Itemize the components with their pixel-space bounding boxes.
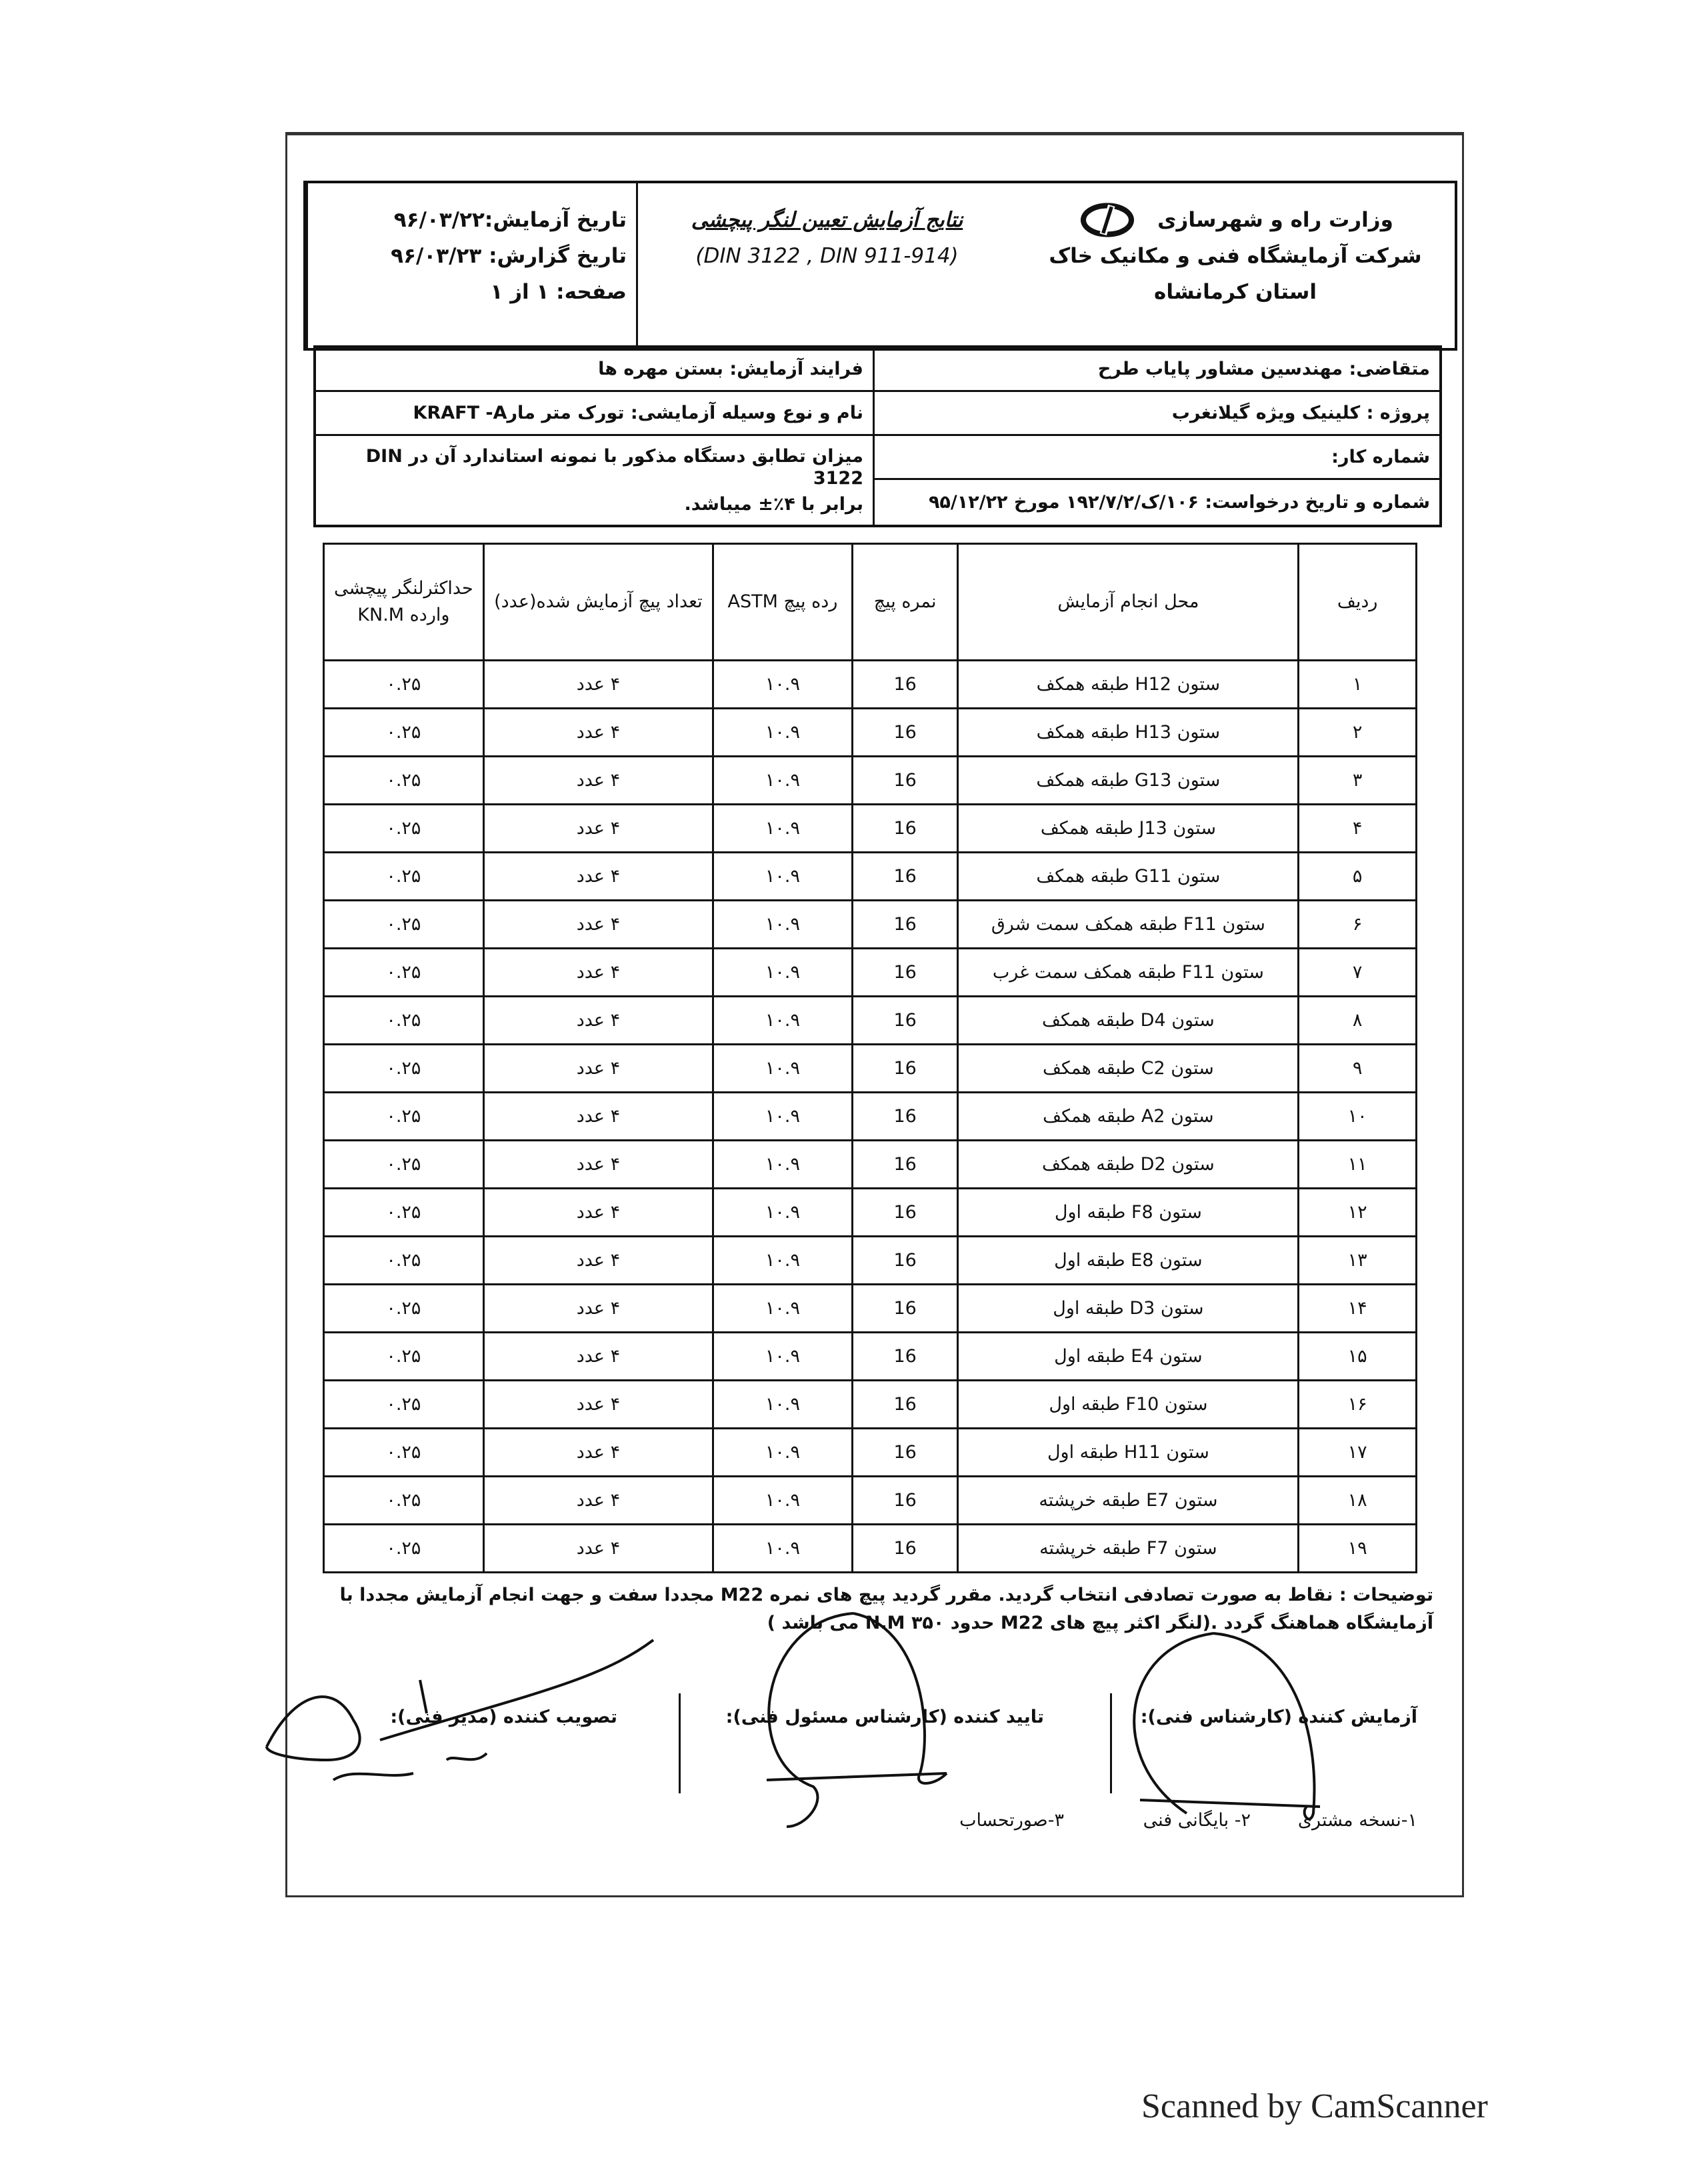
page-number: صفحه: ۱ از ۱ xyxy=(490,280,627,304)
bolt-number: 16 xyxy=(852,1525,958,1573)
test-location: ستون G11 طبقه همکف xyxy=(958,853,1299,901)
client-field: متقاضی: مهندسین مشاور پایاب طرح xyxy=(875,348,1439,392)
bolt-number: 16 xyxy=(852,1045,958,1093)
report-standard: (DIN 3122 , DIN 911-914) xyxy=(695,244,959,268)
bolt-grade: ۱۰.۹ xyxy=(713,709,853,757)
header-location: محل انجام آزمایش xyxy=(958,544,1299,661)
bolt-count: ۴ عدد xyxy=(483,805,713,853)
max-torque: ۰.۲۵ xyxy=(324,1045,484,1093)
bolt-count: ۴ عدد xyxy=(483,853,713,901)
table-row xyxy=(324,1189,1417,1237)
bolt-grade: ۱۰.۹ xyxy=(713,1189,853,1237)
ministry-name: وزارت راه و شهرسازی xyxy=(1157,208,1393,232)
row-number: ۱۴ xyxy=(1299,1285,1417,1333)
report-date: تاریخ گزارش: ۹۶/۰۳/۲۳ xyxy=(391,244,627,268)
row-number: ۳ xyxy=(1299,757,1417,805)
table-row xyxy=(324,757,1417,805)
row-number: ۶ xyxy=(1299,901,1417,949)
bolt-count: ۴ عدد xyxy=(483,1141,713,1189)
bolt-grade: ۱۰.۹ xyxy=(713,1477,853,1525)
bolt-number: 16 xyxy=(852,901,958,949)
table-row xyxy=(324,853,1417,901)
company-name: شرکت آزمایشگاه فنی و مکانیک خاک xyxy=(1049,244,1422,268)
row-number: ۱۰ xyxy=(1299,1093,1417,1141)
row-number: ۱۶ xyxy=(1299,1381,1417,1429)
max-torque: ۰.۲۵ xyxy=(324,853,484,901)
test-location: ستون F7 طبقه خرپشته xyxy=(958,1525,1299,1573)
row-number: ۲ xyxy=(1299,709,1417,757)
row-number: ۹ xyxy=(1299,1045,1417,1093)
bolt-number: 16 xyxy=(852,997,958,1045)
bolt-number: 16 xyxy=(852,853,958,901)
bolt-count: ۴ عدد xyxy=(483,757,713,805)
accuracy-line-2: برابر با ۴٪± میباشد. xyxy=(684,494,863,515)
test-location: ستون C2 طبقه همکف xyxy=(958,1045,1299,1093)
copy-archive: ۲- بایگانی فنی xyxy=(1143,1810,1251,1831)
row-number: ۷ xyxy=(1299,949,1417,997)
test-location: ستون H11 طبقه اول xyxy=(958,1429,1299,1477)
bolt-count: ۴ عدد xyxy=(483,709,713,757)
row-number: ۱۲ xyxy=(1299,1189,1417,1237)
notes-line-1: توضیحات : نقاط به صورت تصادفی انتخاب گردید. مقرر گردید پیچ های نمره M22 مجددا سفت و جهت انجام آزمایش مجددا با xyxy=(339,1585,1433,1605)
approver-signature-label: تصویب کننده (مدیر فنی): xyxy=(390,1707,617,1727)
max-torque: ۰.۲۵ xyxy=(324,1237,484,1285)
copy-customer: ۱-نسخه مشتری xyxy=(1297,1810,1417,1831)
table-row xyxy=(324,709,1417,757)
bolt-grade: ۱۰.۹ xyxy=(713,1285,853,1333)
table-row xyxy=(324,1381,1417,1429)
max-torque: ۰.۲۵ xyxy=(324,1141,484,1189)
test-location: ستون D3 طبقه اول xyxy=(958,1285,1299,1333)
header-bolt-grade: رده پیچ ASTM xyxy=(713,544,853,661)
test-location: ستون E4 طبقه اول xyxy=(958,1333,1299,1381)
bolt-grade: ۱۰.۹ xyxy=(713,1333,853,1381)
table-row xyxy=(324,1333,1417,1381)
bolt-grade: ۱۰.۹ xyxy=(713,1525,853,1573)
bolt-grade: ۱۰.۹ xyxy=(713,661,853,709)
title-cell xyxy=(636,183,1016,348)
report-title: نتایج آزمایش تعیین لنگر پیچشی xyxy=(691,208,963,232)
accuracy-line-1: میزان تطابق دستگاه مذکور با نمونه استاندارد آن در DIN 3122 xyxy=(365,446,863,489)
test-location: ستون G13 طبقه همکف xyxy=(958,757,1299,805)
table-row xyxy=(324,1237,1417,1285)
bolt-number: 16 xyxy=(852,1141,958,1189)
test-location: ستون J13 طبقه همکف xyxy=(958,805,1299,853)
max-torque: ۰.۲۵ xyxy=(324,709,484,757)
max-torque: ۰.۲۵ xyxy=(324,805,484,853)
table-row xyxy=(324,1093,1417,1141)
max-torque: ۰.۲۵ xyxy=(324,1189,484,1237)
bolt-number: 16 xyxy=(852,1381,958,1429)
organization-cell xyxy=(1016,183,1455,348)
project-field: پروژه : کلینیک ویژه گیلانغرب xyxy=(875,392,1439,436)
row-number: ۱۹ xyxy=(1299,1525,1417,1573)
tester-signature-label: آزمایش کننده (کارشناس فنی): xyxy=(1140,1707,1417,1727)
bolt-grade: ۱۰.۹ xyxy=(713,853,853,901)
notes-line-2: آزمایشگاه هماهنگ گردد .(لنگر اکثر پیچ های M22 حدود ۳۵۰ N.M می باشد ) xyxy=(767,1613,1433,1633)
header-row-number: ردیف xyxy=(1299,544,1417,661)
bolt-count: ۴ عدد xyxy=(483,997,713,1045)
province-name: استان کرمانشاه xyxy=(1154,280,1317,304)
bolt-number: 16 xyxy=(852,949,958,997)
bolt-grade: ۱۰.۹ xyxy=(713,1045,853,1093)
test-location: ستون E7 طبقه خرپشته xyxy=(958,1477,1299,1525)
bolt-number: 16 xyxy=(852,805,958,853)
table-row xyxy=(324,1429,1417,1477)
bolt-grade: ۱۰.۹ xyxy=(713,949,853,997)
test-location: ستون D2 طبقه همکف xyxy=(958,1141,1299,1189)
test-location: ستون F11 طبقه همکف سمت شرق xyxy=(958,901,1299,949)
bolt-grade: ۱۰.۹ xyxy=(713,1093,853,1141)
bolt-number: 16 xyxy=(852,1237,958,1285)
bolt-count: ۴ عدد xyxy=(483,949,713,997)
max-torque: ۰.۲۵ xyxy=(324,901,484,949)
project-info xyxy=(313,345,1442,527)
job-number-field: شماره کار: xyxy=(875,436,1439,480)
test-location: ستون A2 طبقه همکف xyxy=(958,1093,1299,1141)
table-row xyxy=(324,661,1417,709)
row-number: ۱۵ xyxy=(1299,1333,1417,1381)
results-table xyxy=(323,543,1417,1573)
bolt-number: 16 xyxy=(852,1285,958,1333)
max-torque: ۰.۲۵ xyxy=(324,1093,484,1141)
test-device-field: نام و نوع وسیله آزمایشی: تورک متر مارKRAFT -A xyxy=(316,392,873,436)
bolt-grade: ۱۰.۹ xyxy=(713,1381,853,1429)
test-location: ستون H13 طبقه همکف xyxy=(958,709,1299,757)
table-header-row xyxy=(324,544,1417,661)
ministry-logo-icon xyxy=(1077,202,1137,238)
header-bolt-count: تعداد پیچ آزمایش شده(عدد) xyxy=(483,544,713,661)
bolt-count: ۴ عدد xyxy=(483,901,713,949)
header-max-torque: حداکثرلنگر پیچشی وارده KN.M xyxy=(324,544,484,661)
bolt-count: ۴ عدد xyxy=(483,1237,713,1285)
bolt-number: 16 xyxy=(852,757,958,805)
row-number: ۱۳ xyxy=(1299,1237,1417,1285)
ministry-line xyxy=(1016,202,1455,238)
bolt-grade: ۱۰.۹ xyxy=(713,805,853,853)
bolt-number: 16 xyxy=(852,661,958,709)
confirmer-signature-label: تایید کننده (کارشناس مسئول فنی): xyxy=(725,1707,1044,1727)
row-number: ۵ xyxy=(1299,853,1417,901)
bolt-number: 16 xyxy=(852,1477,958,1525)
test-process-field: فرایند آزمایش: بستن مهره ها xyxy=(316,348,873,392)
bolt-count: ۴ عدد xyxy=(483,1333,713,1381)
bolt-count: ۴ عدد xyxy=(483,1045,713,1093)
bolt-number: 16 xyxy=(852,709,958,757)
table-row xyxy=(324,1477,1417,1525)
copy-invoice: ۳-صورتحساب xyxy=(959,1810,1064,1831)
row-number: ۱۸ xyxy=(1299,1477,1417,1525)
approver-signature xyxy=(267,1640,653,1780)
table-row xyxy=(324,949,1417,997)
max-torque: ۰.۲۵ xyxy=(324,1477,484,1525)
test-date: تاریخ آزمایش:۹۶/۰۳/۲۲ xyxy=(393,208,627,232)
report-header xyxy=(303,181,1457,351)
test-location: ستون F8 طبقه اول xyxy=(958,1189,1299,1237)
header-bolt-number: نمره پیچ xyxy=(852,544,958,661)
row-number: ۸ xyxy=(1299,997,1417,1045)
bolt-number: 16 xyxy=(852,1189,958,1237)
table-row xyxy=(324,1045,1417,1093)
camscanner-watermark: Scanned by CamScanner xyxy=(1141,2087,1488,2125)
bolt-count: ۴ عدد xyxy=(483,1189,713,1237)
max-torque: ۰.۲۵ xyxy=(324,661,484,709)
max-torque: ۰.۲۵ xyxy=(324,1525,484,1573)
bolt-count: ۴ عدد xyxy=(483,1477,713,1525)
bolt-grade: ۱۰.۹ xyxy=(713,757,853,805)
table-row xyxy=(324,997,1417,1045)
max-torque: ۰.۲۵ xyxy=(324,757,484,805)
max-torque: ۰.۲۵ xyxy=(324,949,484,997)
max-torque: ۰.۲۵ xyxy=(324,1429,484,1477)
test-location: ستون E8 طبقه اول xyxy=(958,1237,1299,1285)
tester-signature xyxy=(1134,1633,1320,1819)
row-number: ۱ xyxy=(1299,661,1417,709)
bolt-grade: ۱۰.۹ xyxy=(713,1429,853,1477)
bolt-grade: ۱۰.۹ xyxy=(713,901,853,949)
bolt-number: 16 xyxy=(852,1429,958,1477)
max-torque: ۰.۲۵ xyxy=(324,997,484,1045)
row-number: ۱۷ xyxy=(1299,1429,1417,1477)
table-row xyxy=(324,1285,1417,1333)
bolt-number: 16 xyxy=(852,1333,958,1381)
accuracy-field xyxy=(316,436,873,525)
max-torque: ۰.۲۵ xyxy=(324,1333,484,1381)
bolt-grade: ۱۰.۹ xyxy=(713,1141,853,1189)
row-number: ۴ xyxy=(1299,805,1417,853)
test-location: ستون F10 طبقه اول xyxy=(958,1381,1299,1429)
signatures-drawing xyxy=(253,1560,1467,1853)
bolt-count: ۴ عدد xyxy=(483,1285,713,1333)
bolt-count: ۴ عدد xyxy=(483,661,713,709)
bolt-count: ۴ عدد xyxy=(483,1093,713,1141)
max-torque: ۰.۲۵ xyxy=(324,1285,484,1333)
test-location: ستون H12 طبقه همکف xyxy=(958,661,1299,709)
table-row xyxy=(324,1141,1417,1189)
bolt-grade: ۱۰.۹ xyxy=(713,997,853,1045)
max-torque: ۰.۲۵ xyxy=(324,1381,484,1429)
confirmer-signature xyxy=(767,1613,947,1827)
table-row xyxy=(324,901,1417,949)
test-location: ستون F11 طبقه همکف سمت غرب xyxy=(958,949,1299,997)
bolt-count: ۴ عدد xyxy=(483,1429,713,1477)
bolt-number: 16 xyxy=(852,1093,958,1141)
test-location: ستون D4 طبقه همکف xyxy=(958,997,1299,1045)
bolt-count: ۴ عدد xyxy=(483,1525,713,1573)
request-field: شماره و تاریخ درخواست: ۱۰۶/ک/۱۹۲/۷/۲ مورخ ۹۵/۱۲/۲۲ xyxy=(928,492,1430,513)
table-row xyxy=(324,805,1417,853)
row-number: ۱۱ xyxy=(1299,1141,1417,1189)
bolt-grade: ۱۰.۹ xyxy=(713,1237,853,1285)
bolt-count: ۴ عدد xyxy=(483,1381,713,1429)
dates-cell xyxy=(306,183,636,348)
